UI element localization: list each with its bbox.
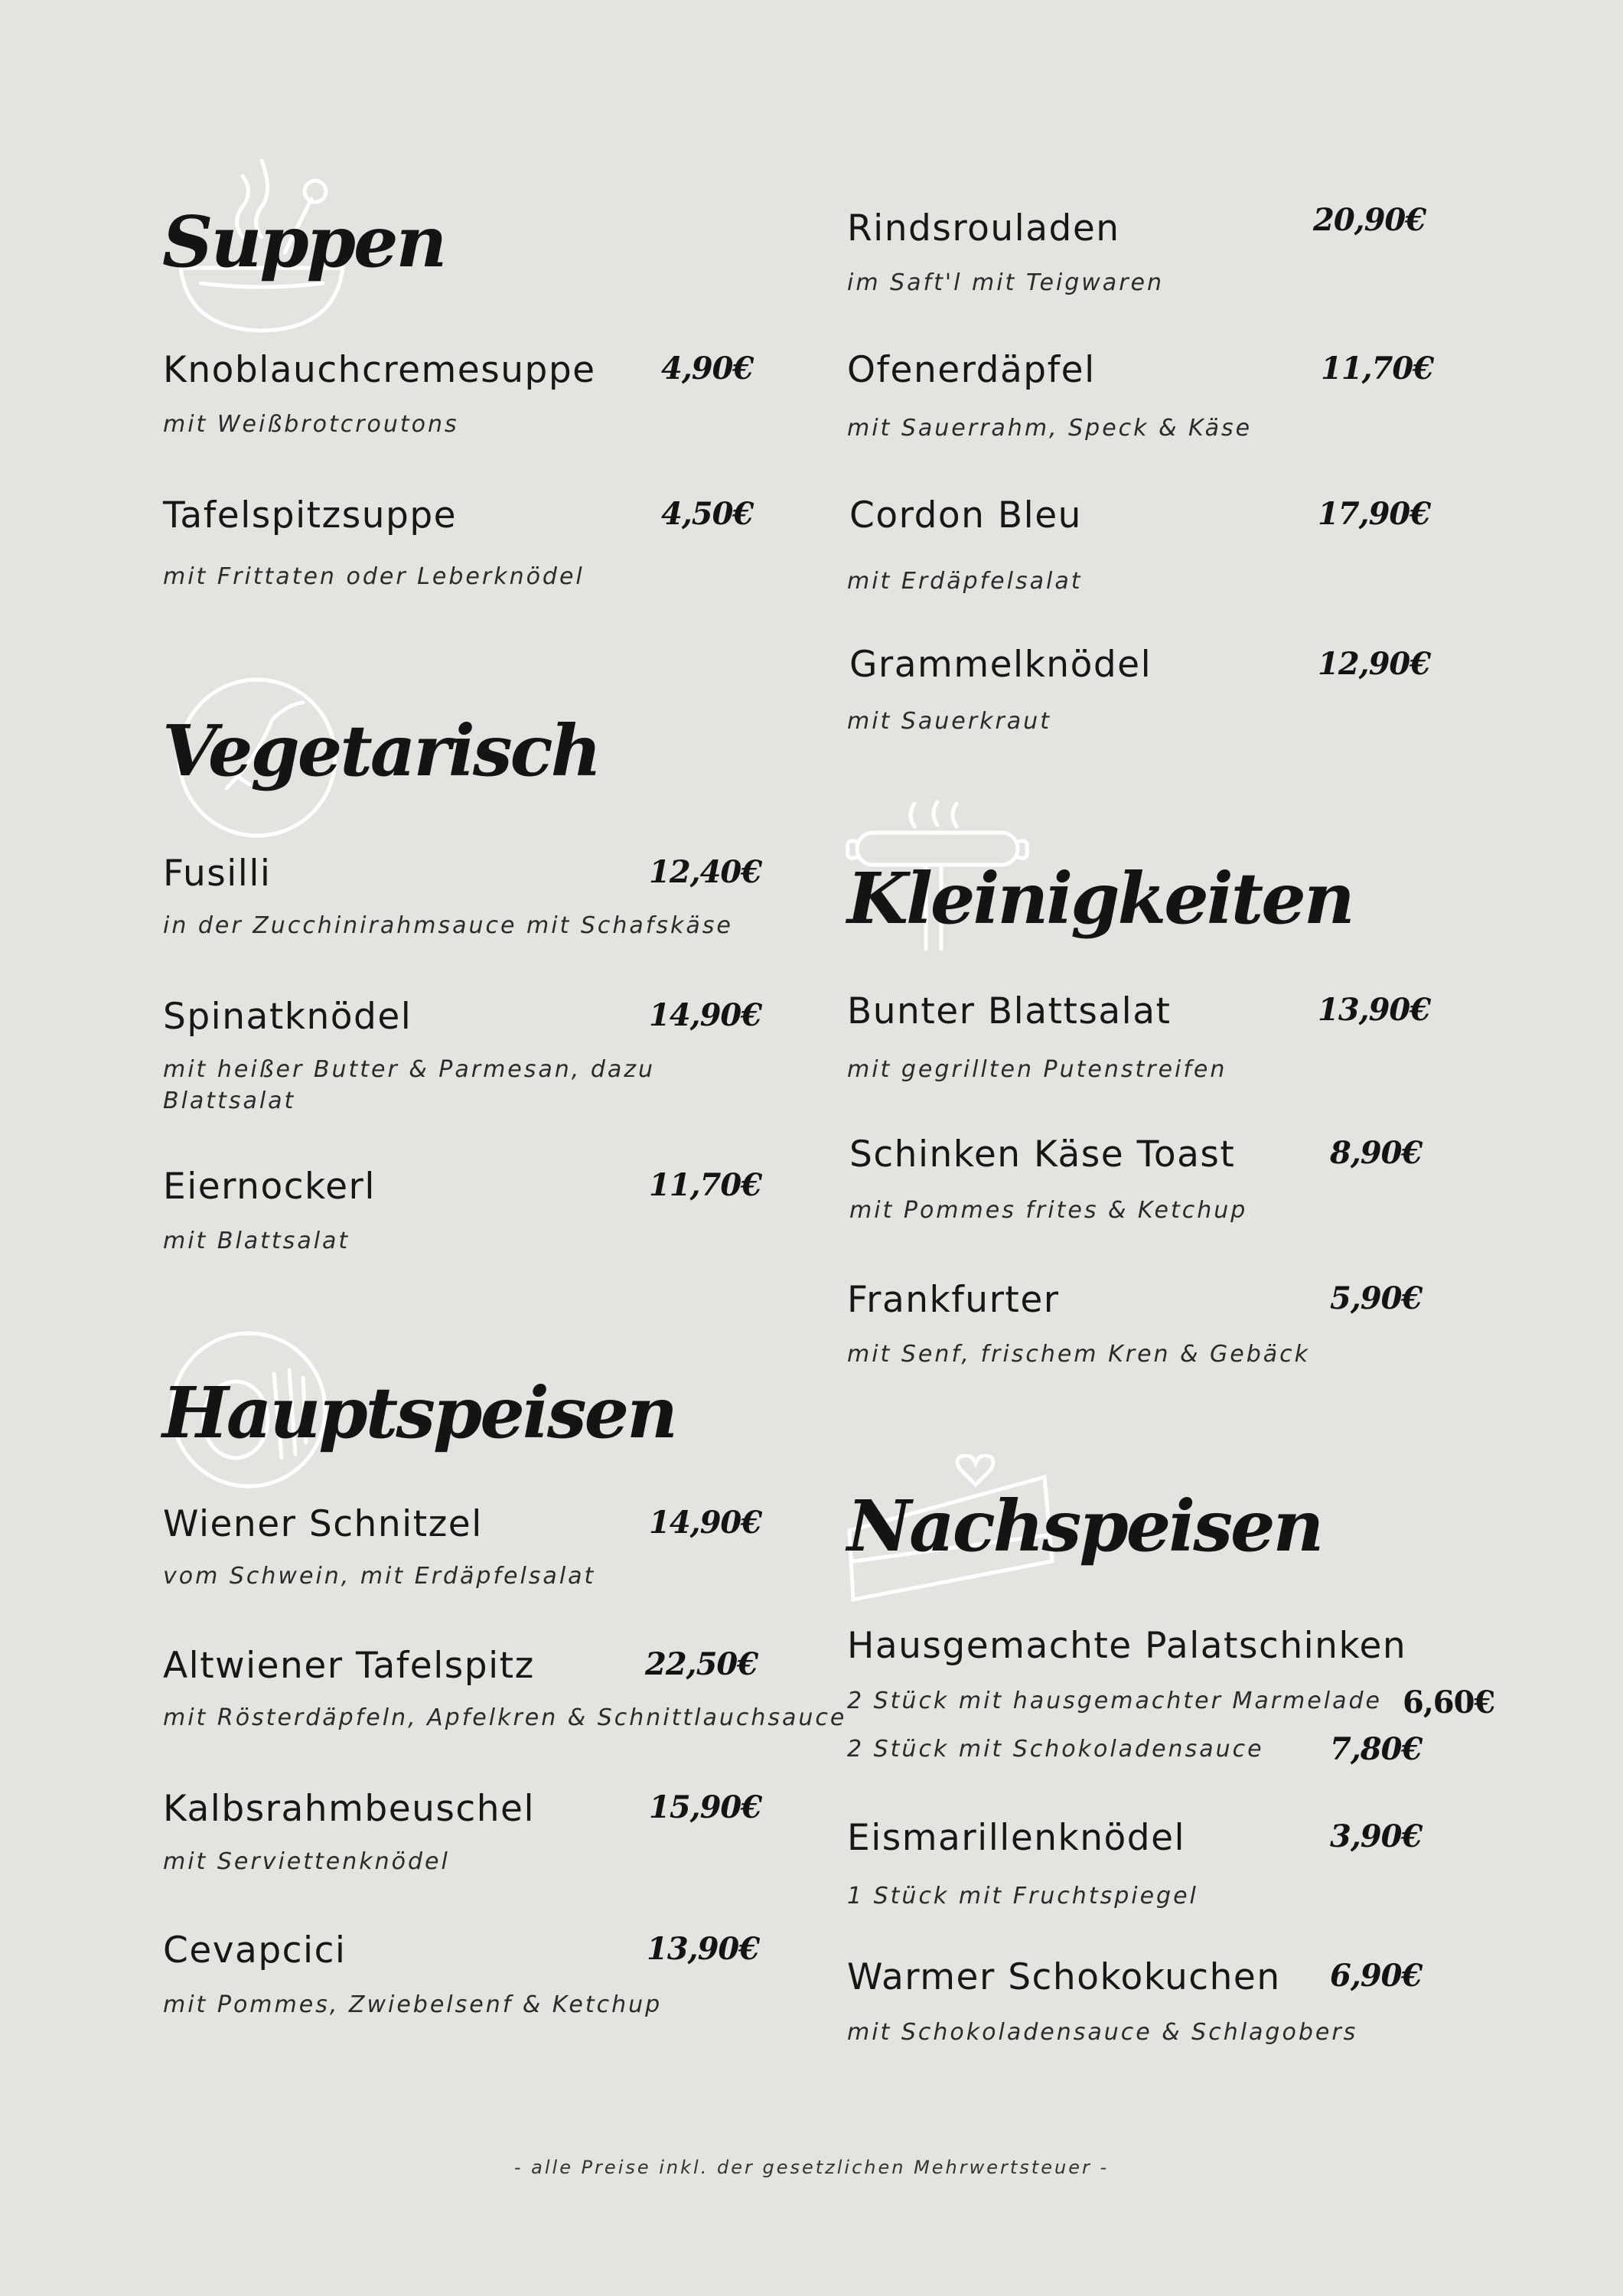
- item-name: Schinken Käse Toast: [849, 1133, 1236, 1176]
- item-description: 2 Stück mit hausgemachter Marmelade: [847, 1688, 1382, 1714]
- item-price: 5,90€: [1330, 1280, 1423, 1316]
- item-name: Cevapcici: [163, 1929, 347, 1971]
- item-description: in der Zucchinirahmsauce mit Schafskäse: [163, 912, 733, 939]
- item-description: mit Rösterdäpfeln, Apfelkren & Schnittlauchsauce: [163, 1704, 847, 1731]
- item-description: mit Pommes frites & Ketchup: [849, 1197, 1248, 1224]
- item-price: 4,90€: [661, 351, 754, 386]
- item-price: 6,90€: [1330, 1958, 1423, 1994]
- item-name: Rindsrouladen: [847, 207, 1120, 249]
- item-price: 22,50€: [645, 1646, 758, 1682]
- item-description: 1 Stück mit Fruchtspiegel: [847, 1883, 1198, 1910]
- item-description: mit Blattsalat: [163, 1228, 350, 1254]
- item-name: Eiernockerl: [163, 1166, 376, 1208]
- section-title-vegetarisch: Vegetarisch: [162, 709, 600, 792]
- item-name: Kalbsrahmbeuschel: [163, 1788, 535, 1830]
- item-price: 11,70€: [1321, 351, 1434, 386]
- item-name: Grammelknödel: [849, 644, 1152, 686]
- item-price: 13,90€: [647, 1931, 760, 1967]
- item-name: Cordon Bleu: [849, 494, 1082, 536]
- item-price: 11,70€: [649, 1167, 762, 1203]
- item-description: mit Serviettenknödel: [163, 1848, 450, 1875]
- item-name: Warmer Schokokuchen: [847, 1956, 1281, 1998]
- footer-note: - alle Preise inkl. der gesetzlichen Mehrwertsteuer -: [513, 2157, 1110, 2178]
- item-name: Ofenerdäpfel: [847, 349, 1096, 391]
- item-description: im Saft'l mit Teigwaren: [847, 269, 1164, 296]
- item-name: Eismarillenknödel: [847, 1817, 1186, 1859]
- item-name: Spinatknödel: [163, 996, 412, 1038]
- item-name: Tafelspitzsuppe: [163, 494, 458, 536]
- item-description: 2 Stück mit Schokoladensauce: [847, 1736, 1264, 1763]
- item-price: 14,90€: [649, 1505, 762, 1541]
- item-name: Frankfurter: [847, 1279, 1060, 1321]
- item-name: Altwiener Tafelspitz: [163, 1645, 535, 1687]
- item-name: Hausgemachte Palatschinken: [847, 1625, 1407, 1667]
- item-description: mit Erdäpfelsalat: [847, 568, 1083, 595]
- item-price: 14,90€: [649, 997, 762, 1033]
- item-description: mit Senf, frischem Kren & Gebäck: [847, 1341, 1311, 1368]
- item-name: Bunter Blattsalat: [847, 990, 1172, 1032]
- item-description: mit Frittaten oder Leberknödel: [163, 563, 585, 590]
- item-description: mit gegrillten Putenstreifen: [847, 1056, 1227, 1083]
- item-price: 8,90€: [1330, 1135, 1423, 1171]
- section-title-suppen: Suppen: [162, 201, 445, 283]
- item-price: 12,40€: [649, 854, 762, 890]
- item-price: 7,80€: [1330, 1731, 1423, 1767]
- item-price: 4,50€: [661, 496, 754, 532]
- item-description: mit Weißbrotcroutons: [163, 411, 459, 438]
- item-description: mit Sauerkraut: [847, 708, 1051, 735]
- section-title-hauptspeisen: Hauptspeisen: [162, 1371, 676, 1454]
- item-name: Knoblauchcremesuppe: [163, 349, 596, 391]
- item-name: Fusilli: [163, 853, 272, 895]
- item-description: mit Schokoladensauce & Schlagobers: [847, 2019, 1358, 2046]
- item-price: 17,90€: [1318, 496, 1431, 532]
- section-title-kleinigkeiten: Kleinigkeiten: [847, 857, 1353, 940]
- item-price: 6,60€: [1403, 1684, 1495, 1720]
- item-price: 13,90€: [1318, 992, 1431, 1028]
- item-description: vom Schwein, mit Erdäpfelsalat: [163, 1563, 596, 1590]
- item-description: mit heißer Butter & Parmesan, dazu Blattsalat: [163, 1056, 656, 1114]
- item-description: mit Pommes, Zwiebelsenf & Ketchup: [163, 1991, 663, 2018]
- section-title-nachspeisen: Nachspeisen: [847, 1485, 1322, 1567]
- item-price: 15,90€: [649, 1789, 762, 1825]
- item-description: mit Sauerrahm, Speck & Käse: [847, 415, 1253, 442]
- item-price: 12,90€: [1318, 646, 1431, 682]
- item-price: 3,90€: [1330, 1818, 1423, 1854]
- item-price: 20,90€: [1313, 202, 1426, 238]
- item-name: Wiener Schnitzel: [163, 1503, 483, 1545]
